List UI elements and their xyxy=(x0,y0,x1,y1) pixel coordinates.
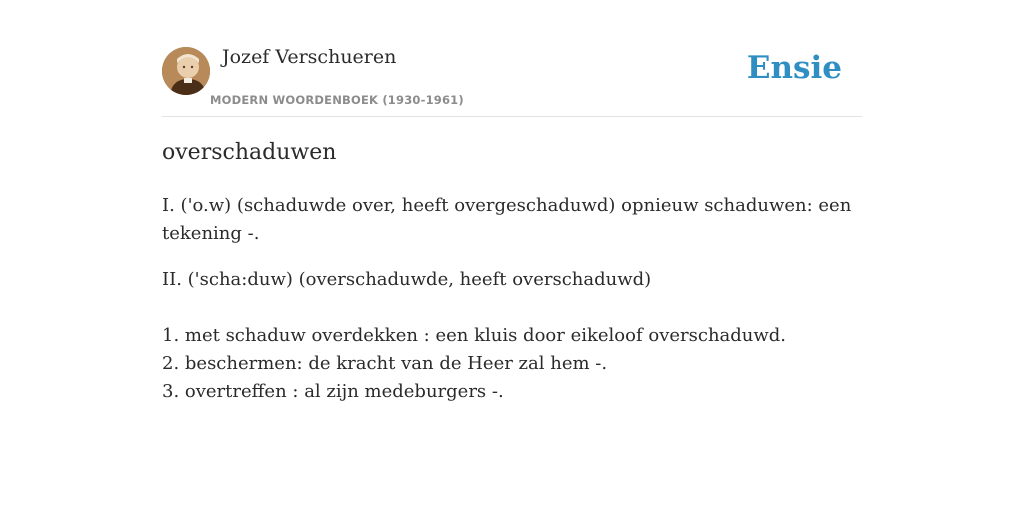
author-avatar[interactable] xyxy=(162,47,210,95)
source-label[interactable]: MODERN WOORDENBOEK (1930-1961) xyxy=(210,93,464,107)
meanings-list xyxy=(162,322,852,406)
definition-2: II. ('scha:duw) (overschaduwde, heeft overschaduwd) xyxy=(162,269,652,290)
meaning-item: 2. beschermen: de kracht van de Heer zal hem -. xyxy=(162,353,608,374)
definition-1: I. ('o.w) (schaduwde over, heeft overgeschaduwd) opnieuw schaduwen: een tekening -. xyxy=(162,195,852,244)
header xyxy=(162,0,862,117)
brand-logo[interactable]: Ensie xyxy=(746,50,842,86)
author-name[interactable]: Jozef Verschueren xyxy=(222,46,397,68)
entry-card xyxy=(162,0,862,512)
meaning-item: 3. overtreffen : al zijn medeburgers -. xyxy=(162,381,504,402)
portrait-icon xyxy=(162,47,210,95)
meaning-item: 1. met schaduw overdekken : een kluis door eikeloof overschaduwd. xyxy=(162,325,787,346)
entry-word: overschaduwen xyxy=(162,140,337,165)
